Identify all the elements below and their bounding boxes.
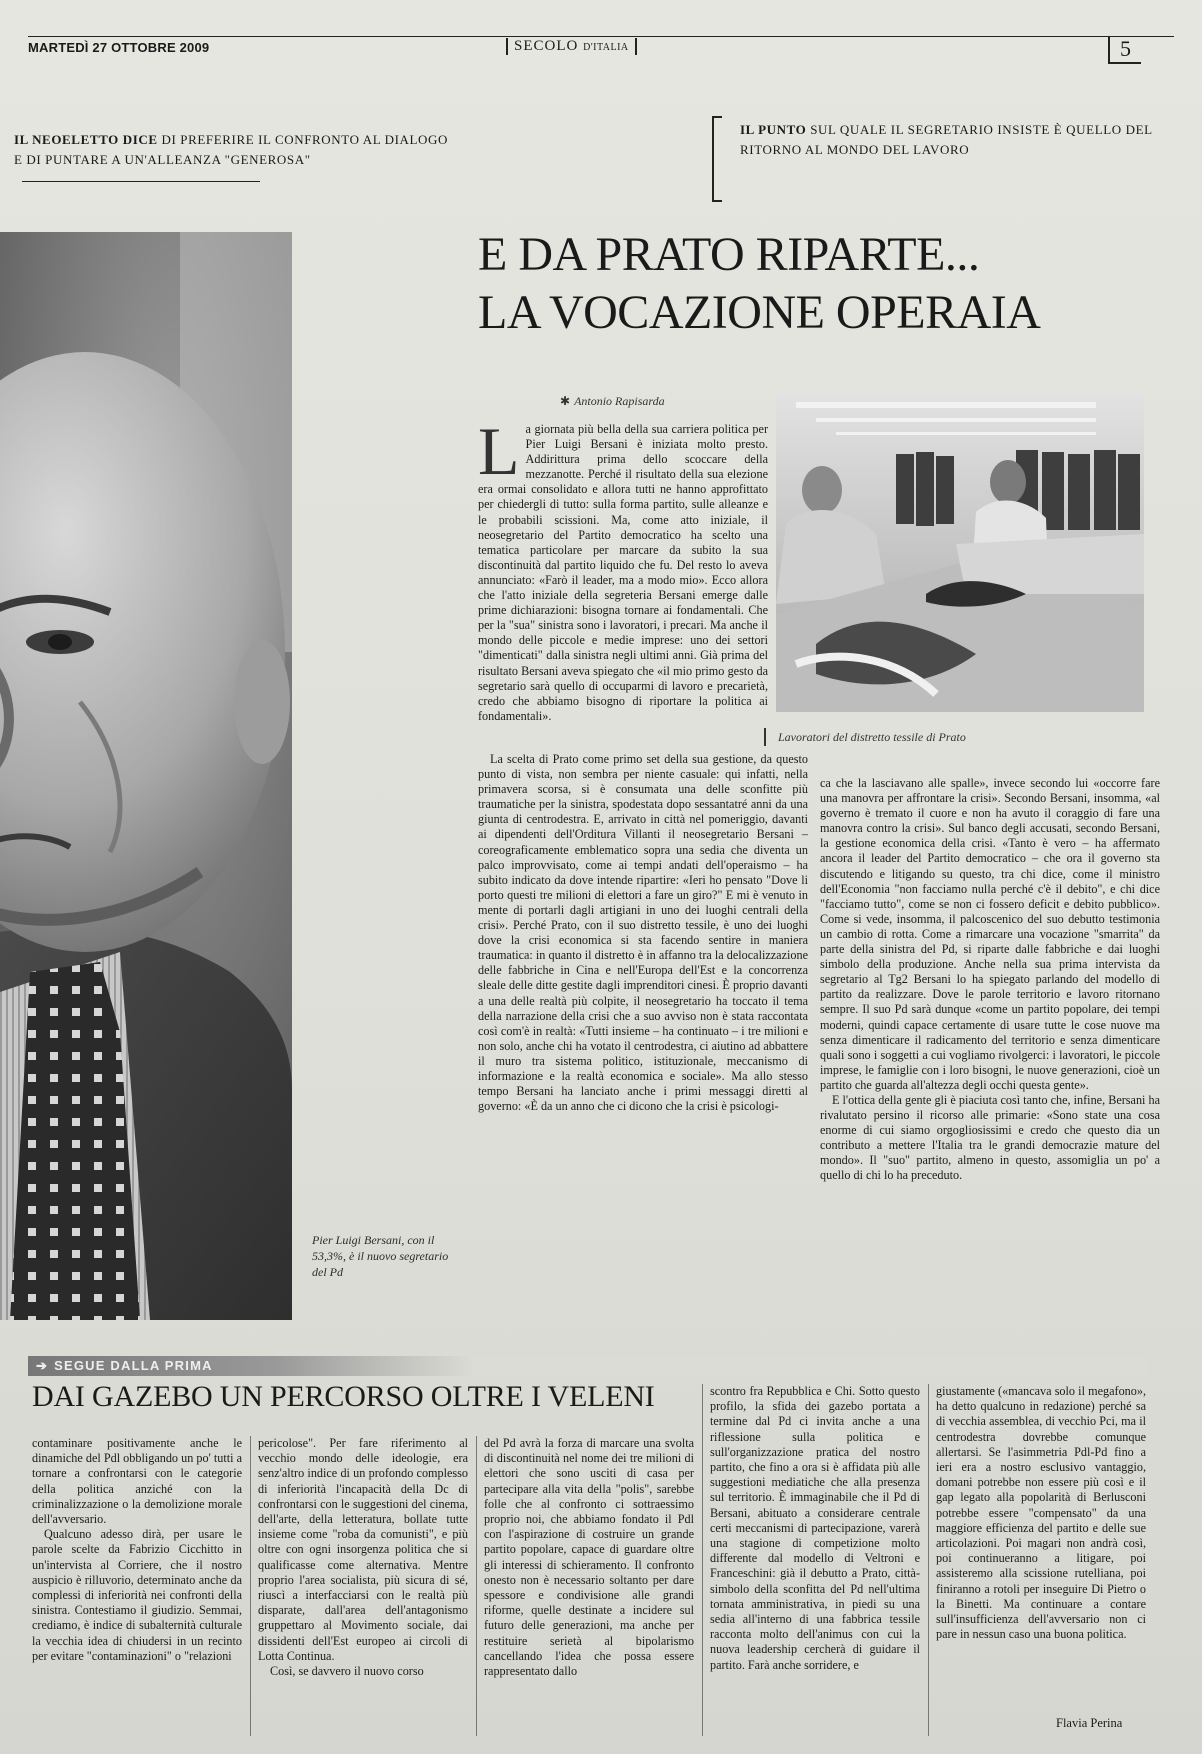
newspaper-name: SECOLO — [514, 38, 579, 54]
byline-bullet-icon: ✱ — [560, 394, 571, 408]
bottom-paragraph-4: Così, se davvero il nuovo corso — [270, 1664, 424, 1679]
photo-caption: Lavoratori del distretto tessile di Prato — [764, 728, 1158, 746]
section-label-text: SEGUE DALLA PRIMA — [54, 1358, 213, 1373]
kicker-right — [740, 120, 1160, 160]
bottom-column-1 — [32, 1436, 242, 1736]
bottom-paragraph-1: contaminare positivamente anche le dinamiche del Pdl obbligando un po' tutti a tornare a confrontarsi con le categorie della politica anziché con la criminalizzazione o la demolizione morale dell'avversario. — [32, 1436, 242, 1527]
portrait-photo — [0, 232, 292, 1320]
byline-author: Antonio Rapisarda — [574, 394, 665, 408]
factory-illustration — [776, 394, 1144, 712]
kicker-right-bold: IL PUNTO — [740, 122, 807, 137]
bottom-paragraph-2: Qualcuno adesso dirà, per usare le parole scelte da Fabrizio Cicchitto in un'intervista al Corriere, che il nostro auspicio è rilluvorio, determinato anche da complessi di inferiorità nei confronti della sinistra. Contestiamo il giudizio. Semmai, crediamo, è indice di subalternità culturale la vecchia idea di chiudersi in un recinto per evitare "contaminazioni" o "relazioni — [32, 1527, 242, 1663]
kicker-left — [14, 130, 454, 190]
column-divider — [250, 1436, 251, 1736]
article-paragraph-1 — [478, 422, 768, 724]
newspaper-name-suffix: D'ITALIA — [583, 42, 629, 53]
bottom-paragraph-6: scontro fra Repubblica e Chi. Sotto questo profilo, la sfida dei gazebo portata a termine dal Pd ci invita anche a una riflessione sulla politica e sull'organizzazione pratica del nostro partito, che fino a ora si è affidata più alle suggestioni mediatiche che alla presenza sul territorio. È immaginabile che il Pd di Bersani, abituato a considerare centrale certi meccanismi di partecipazione, varerà una stagione di competizione molto differente dal modello di Veltroni e Franceschini: già il debutto a Prato, città-simbolo della sconfitta del Pd nell'ultima tornata amministrativa, in piedi su una sedia all'interno di una fabbrica tessile racconta molto dell'animus con cui la nuova leadership cercherà di guidare il partito. Farà anche sorridere, e — [710, 1384, 920, 1672]
column-divider — [702, 1384, 703, 1736]
article-byline — [560, 394, 665, 409]
section-title: DAI GAZEBO UN PERCORSO OLTRE I VELENI — [32, 1380, 655, 1413]
article-headline — [478, 226, 1178, 342]
masthead-newspaper-name — [506, 38, 637, 55]
bottom-column-2 — [258, 1436, 468, 1736]
bottom-column-5 — [936, 1384, 1146, 1724]
kicker-right-text: SUL QUALE IL SEGRETARIO INSISTE È QUELLO DEL RITORNO AL MONDO DEL LAVORO — [740, 122, 1153, 157]
column-divider — [476, 1436, 477, 1736]
bottom-paragraph-5: del Pd avrà la forza di marcare una svolta di discontinuità nel nome dei tre milioni di elettori che sono usciti di casa per partecipare alla vita della "polis", sarebbe folle che al confronto ci sottraessimo proprio noi, che abbiamo fondato il Pdl con l'aspirazione di costruire un grande partito popolare, capace di guardare oltre gli interessi di schieramento. Il confronto onesto non è necessario soltanto per dare spessore e condivisione alle grandi riforme, quelle destinate a incidere sul futuro delle generazioni, ma anche per restituire serietà al bipolarismo cancellando l'idea che possa essere rappresentato dallo — [484, 1436, 694, 1679]
arrow-right-icon: ➔ — [36, 1358, 49, 1373]
masthead-rule — [28, 36, 1174, 37]
kicker-bracket — [712, 116, 722, 202]
factory-photo — [776, 394, 1144, 712]
article-column-3 — [820, 776, 1160, 1322]
bottom-paragraph-7: giustamente («mancava solo il megafono», ha detto qualcuno in redazione) perché sa di vecchia assemblea, di vecchio Pci, ma il centrodestra dovrebbe comunque allertarsi. Se l'asimmetria Pdl-Pd fino a ieri era a nostro esclusivo vantaggio, domani potrebbe non essere più così e il gap legato alla popolarità di Berlusconi potrebbe essere "compensato" da una maggiore efficienza del partito e delle sue articolazioni. Poi magari non andrà così, poi continueranno a litigare, poi assisteremo alla scissione rutelliana, poi finiranno a rotoli per inseguire Di Pietro o la Binetti. Ma continuare a contare sull'insufficienza dell'avversario non ci pare in nessun caso una buona politica. — [936, 1384, 1146, 1642]
article-paragraph-2: La scelta di Prato come primo set della sua gestione, da questo punto di vista, non sembra per niente casuale: qui infatti, nella primavera scorsa, si è consumata una delle sconfitte più traumatiche per la sinistra, spodestata dopo sessantatré anni da una giunta di centrodestra. E, arrivato in città nel pomeriggio, davanti ai dipendenti dell'Orditura Villanti il neosegretario Bersani – coreograficamente emblematico sopra una sedia che diventa un palco improvvisato, come ai tempi andati dell'operaismo – ha subito indicato da dove intende ripartire: «Ieri ho pensato "Dove li porto questi tre milioni di elettori a fare un giro?" E mi è venuto in mente di portarli dagli artigiani in uno dei luoghi centrali della crisi». Perché Prato, con il suo distretto tessile, è uno dei luoghi dove la crisi economica si sta facendo sentire in maniera traumatica: in quanto il distretto è in affanno tra la delocalizzazione delle fabbriche in Cina e nell'Europa dell'Est e la concorrenza sleale delle ditte gestite dagli imprenditori cinesi. È proprio davanti a una delle realtà più colpite, il neosegretario ha toccato il tema della narrazione della crisi che a suo avviso non è stata raccontata così com'è in realtà: «Tutti insieme – ha continuato – i tre milioni e non solo, anche chi ha votato il centrodestra, ci aiutino ad abbattere il muro tra sistema politico, istituzionale, meccanismo di informazione e la realtà economica e sociale». Ma allo stesso tempo Bersani ha lanciato anche i primi messaggi diretti al governo: «È da un anno che ci dicono che la crisi è psicologi- — [478, 752, 808, 1114]
headline-line-1: E DA PRATO RIPARTE... — [478, 228, 980, 281]
article-paragraph-4: E l'ottica della gente gli è piaciuta così tanto che, infine, Bersani ha rivalutato persino il ricorso alle primarie: «Sono state una cosa enorme di cui siamo orgogliosissimi e credo che questo dia un contributo a mettere l'Italia tra le grandi democrazie mature del mondo». Il "suo" partito, almeno in questo, assomiglia un po' a quello di chi lo ha preceduto. — [820, 1092, 1160, 1183]
bottom-column-3 — [484, 1436, 694, 1736]
masthead-date: MARTEDÌ 27 OTTOBRE 2009 — [28, 40, 210, 55]
article-column-1 — [478, 422, 768, 752]
dropcap: L — [478, 422, 520, 489]
page-number: 5 — [1108, 36, 1141, 64]
bottom-column-4 — [710, 1384, 920, 1736]
portrait-caption: Pier Luigi Bersani, con il 53,3%, è il nuovo segretario del Pd — [312, 1233, 449, 1279]
bottom-paragraph-3: pericolose". Per fare riferimento al vecchio mondo delle ideologie, era senz'altro indice di un profondo complesso di inferiorità l'incapacità della Dc di confrontarsi con le suggestioni del cinema, dell'arte, della letteratura, bollate tutte insieme come "roba da comunisti", e più oltre con ogni insorgenza politica che si qualificasse come alternativa. Mentre proprio l'area socialista, più sicura di sé, riuscì a interfacciarsi con le realtà più disparate, dall'area dell'antagonismo gruppettaro al Movimento sociale, dai dissidenti dell'Est europeo ai circoli di Lotta Continua. — [258, 1436, 468, 1663]
author-signature: Flavia Perina — [1056, 1716, 1123, 1730]
portrait-illustration — [0, 232, 292, 1320]
article-column-2 — [478, 752, 808, 1322]
article-paragraph-1-text: a giornata più bella della sua carriera politica per Pier Luigi Bersani è iniziata molto presto. Addirittura prima dello scoccare della mezzanotte. Perché il risultato della sua elezione era ormai consolidato e allora tutti ne hanno approfittato per chiedergli di tutto: sulla forma partito, sulle alleanze e le probabili scissioni. Ma, come atto iniziale, il neosegretario del Partito democratico ha scelto una tematica particolare per marcare da subito la sua discontinuità dal partito liquido che fu. Del resto lo aveva annunciato: «Farò il leader, ma a modo mio». Ecco allora che l'atto iniziale della segreteria Bersani emerge dalle prime dichiarazioni: bisogna tornare ai fondamentali. Che per la "sua" sinistra sono i lavoratori, i precari. Ma anche il mondo delle piccole e medie imprese: uno dei settori "dimenticati" dalla sinistra negli ultimi anni. Già prima del risultato Bersani aveva spiegato che «il mio primo gesto da segretario sarà quello di occuparmi di lavoro e precarietà, credo che abbiamo bisogno di riportare la politica ai fondamentali». — [478, 422, 768, 723]
kicker-left-rule — [22, 181, 260, 182]
kicker-left-bold: IL NEOELETTO DICE — [14, 132, 158, 147]
column-divider — [928, 1384, 929, 1736]
section-label — [36, 1356, 213, 1376]
headline-line-2: LA VOCAZIONE OPERAIA — [478, 286, 1041, 339]
kicker-left-text: DI PREFERIRE IL CONFRONTO AL DIALOGO E DI PUNTARE A UN'ALLEANZA "GENEROSA" — [14, 132, 449, 167]
article-paragraph-3: ca che la lasciavano alle spalle», invece secondo lui «occorre fare una manovra per affrontare la crisi». Secondo Bersani, insomma, «al governo è tremato il cuore e non ha avuto il coraggio di fare una manovra contro la crisi». Sul banco degli accusati, secondo Bersani, la gestione economica della crisi. «Tanto è vero – ha affermato ancora il leader del Partito democratico – che ora il governo sta discutendo e litigando su questo, tra chi dice, come il ministro dell'Economia "non facciamo nulla perché c'è il debito", e chi dice "facciamo tutto", come se non ci fossero deficit e debito pubblico». Come si vede, insomma, il palcoscenico del suo debutto testimonia un cambio di rotta. Come a rimarcare una vocazione "smarrita" da parte della sinistra del Pd, si riparte dalle fabbriche e dai luoghi simbolo della produzione. Anche nella sua prima intervista da segretario al Tg2 Bersani lo ha spiegato parlando del modello di partito da realizzare. Dove le parole territorio e lavoro ritornano sempre. Il suo Pd sarà dunque «come un partito popolare, dei tempi moderni, quindi capace certamente di usare tutte le cose nuove ma senza dimenticare il radicamento del territorio e senza dimenticare quali sono i soggetti a cui vogliamo rivolgerci: i lavoratori, le piccole imprese, le famiglie con i loro bisogni, le nuove generazioni, cioè un partito che guarda all'altezza degli occhi questa gente». — [820, 776, 1160, 1092]
